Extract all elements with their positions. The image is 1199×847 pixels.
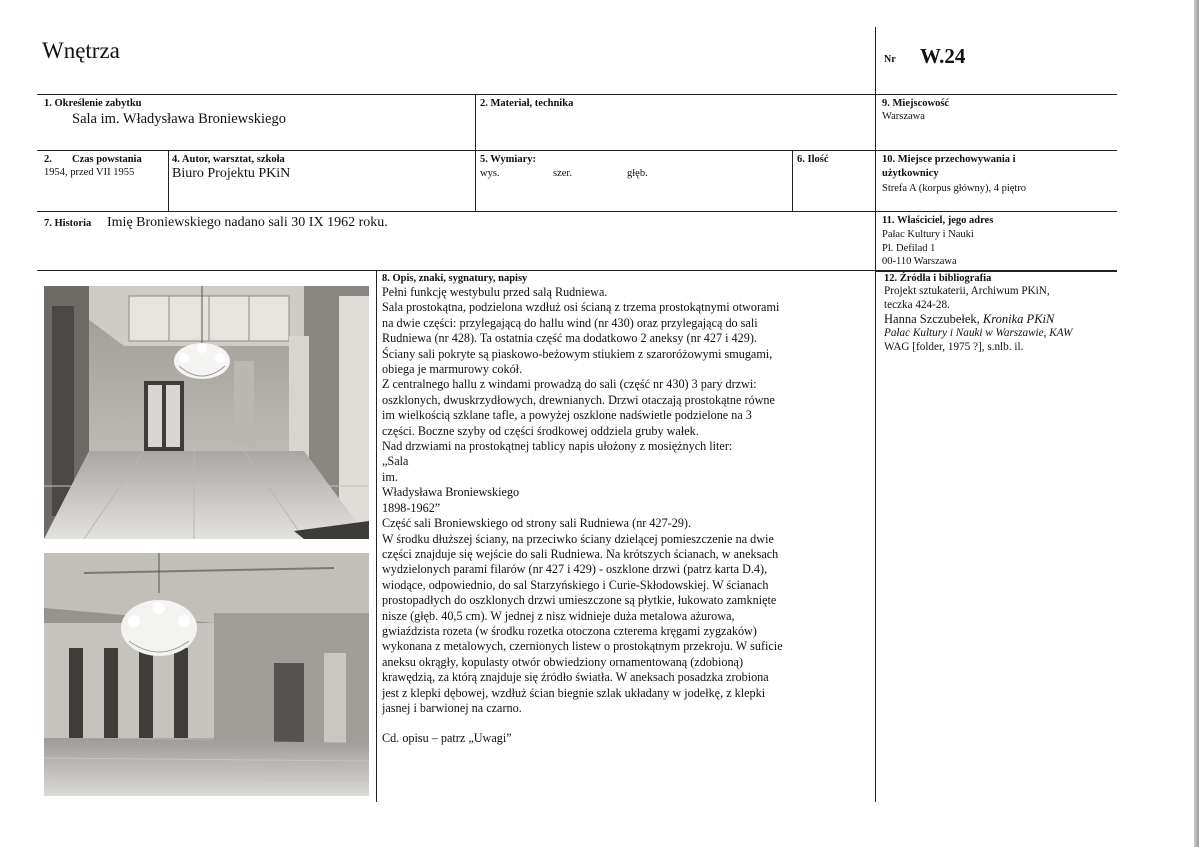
field-7-value: Imię Broniewskiego nadano sali 30 IX 1962 roku. [107, 215, 388, 230]
rule-v-col6 [792, 150, 793, 211]
field-9-label: 9. Miejscowość [882, 98, 950, 109]
hall-photo-top [44, 286, 369, 539]
description-line: Cd. opisu – patrz „Uwagi” [382, 731, 512, 746]
description-line: oszklonych, dwuskrzydłowych, drewnianych. Drzwi otaczają prostokątne równe [382, 392, 775, 407]
rule-v-main [875, 94, 876, 802]
hall-photo-bottom [44, 553, 369, 796]
field-time-value: 1954, przed VII 1955 [44, 167, 135, 178]
rule-right-top [875, 271, 1117, 272]
field-11-line-1: Pałac Kultury i Nauki [882, 229, 974, 240]
rule-top [37, 94, 1117, 95]
field-2-label: 2. Materiał, technika [480, 98, 574, 109]
description-line: nisze (głęb. 40,5 cm). W jednej z nisz widnieje duża metalowa ażurowa, [382, 608, 735, 623]
field-11-line-3: 00-110 Warszawa [882, 256, 957, 267]
field-12-label: 12. Źródła i bibliografia [884, 273, 992, 284]
source-line: WAG [folder, 1975 ?], s.nlb. il. [884, 340, 1024, 353]
source-line: Projekt sztukaterii, Archiwum PKiN, [884, 285, 1050, 297]
page-title: Wnętrza [42, 38, 120, 63]
description-line: części. Boczne szyby od części środkowej oddziela gruby wałek. [382, 423, 699, 438]
description-line: Pełni funkcję westybulu przed salą Rudniewa. [382, 285, 608, 299]
description-line: W środku dłuższej ściany, na przeciwko ściany dzielącej pomieszczenie na dwie [382, 531, 774, 546]
description-line: gwiaździsta rozeta (w środku rozetka otoczona czterema kręgami zygzaków) [382, 623, 757, 638]
field-5-szer: szer. [553, 168, 572, 179]
field-1-value: Sala im. Władysława Broniewskiego [72, 111, 286, 127]
description-line: wydzielonych parami filarów (nr 427 i 429) - oszklone drzwi (patrz karta D.4), [382, 562, 768, 577]
field-6-label: 6. Ilość [797, 154, 829, 165]
field-5-label: 5. Wymiary: [480, 154, 536, 165]
rule-row1 [37, 150, 1117, 151]
description-line: Rudniewa (nr 428). Ta ostatnia część ma dodatkowo 2 aneksy (nr 427 i 429). [382, 331, 757, 346]
field-4-value: Biuro Projektu PKiN [172, 166, 291, 181]
description-line: aneksu okrągły, kopulasty otwór obwiedziony ornamentowaną (zdobioną) [382, 654, 744, 669]
field-8-description [382, 273, 862, 747]
hall-photo-bottom-image [44, 553, 369, 796]
description-line: im. [382, 469, 398, 484]
field-7-label: 7. Historia [44, 218, 92, 229]
source-line: teczka 424-28. [884, 298, 950, 311]
field-1-label: 1. Określenie zabytku [44, 98, 142, 109]
rule-v-nr [875, 27, 876, 94]
description-line: części znajduje się wejście do sali Rudniewa. Na krótszych ścianach, w aneksach [382, 546, 779, 561]
rule-v-desc [376, 270, 377, 802]
description-line: obiega je marmurowy cokół. [382, 362, 523, 377]
description-line [382, 716, 862, 731]
description-line: im wielkością szklane tafle, a powyżej oszklone nadświetle podzielone na 3 [382, 408, 752, 423]
field-12-sources [884, 273, 1124, 354]
field-11-label: 11. Właściciel, jego adres [882, 215, 994, 226]
field-9-value: Warszawa [882, 111, 925, 122]
scan-edge [1194, 0, 1199, 847]
description-line: Sala prostokątna, podzielona wzdłuż osi ścianą z trzema prostokątnymi otworami [382, 300, 780, 315]
nr-label: Nr [884, 54, 896, 65]
description-line: jest z klepki dębowej, wzdłuż ścian biegnie szlak układany w jodełkę, z klepki [382, 685, 766, 700]
description-line: „Sala [382, 454, 409, 469]
field-time-label: Czas powstania [72, 154, 142, 165]
description-line: Z centralnego hallu z windami prowadzą do sali (część nr 430) 3 pary drzwi: [382, 377, 757, 392]
field-11-line-2: Pl. Defilad 1 [882, 243, 936, 254]
field-5-wys: wys. [480, 168, 500, 179]
field-8-label: 8. Opis, znaki, sygnatury, napisy [382, 273, 528, 284]
hall-photo-top-image [44, 286, 369, 539]
description-line: jasnej i barwionej na czarno. [382, 700, 522, 715]
field-10-label-2: użytkownicy [882, 168, 939, 179]
description-line: Nad drzwiami na prostokątnej tablicy napis ułożony z mosiężnych liter: [382, 439, 733, 454]
field-10-value: Strefa A (korpus główny), 4 piętro [882, 183, 1027, 194]
description-line: na dwie części: przylegającą do hallu wind (nr 430) oraz przylegającą do sali [382, 315, 758, 330]
rule-v-col2 [475, 94, 476, 211]
description-line: Władysława Broniewskiego [382, 485, 520, 500]
field-time-label-num: 2. [44, 154, 52, 165]
description-line: wiodące, odpowiednio, do sal Starzyńskiego i Curie-Skłodowskiej. W ścianach [382, 577, 769, 592]
description-line: 1898-1962” [382, 500, 441, 515]
source-line: Hanna Szczubełek, Kronika PKiN [884, 312, 1055, 327]
source-line: Pałac Kultury i Nauki w Warszawie, KAW [884, 327, 1073, 340]
description-line: Część sali Broniewskiego od strony sali Rudniewa (nr 427-29). [382, 516, 692, 531]
record-number: W.24 [920, 44, 966, 68]
description-line: Ściany sali pokryte są piaskowo-beżowym stiukiem z szaroróżowymi smugami, [382, 346, 773, 361]
field-5-glab: głęb. [627, 168, 648, 179]
rule-v-col4 [168, 150, 169, 211]
description-line: prostopadłych do oszklonych drzwi umieszczone są płytkie, łukowato zamknięte [382, 593, 777, 608]
rule-row2 [37, 211, 1117, 212]
description-line: krawędzią, za którą znajduje się źródło światła. W aneksach posadzka zrobiona [382, 670, 769, 685]
field-10-label-1: 10. Miejsce przechowywania i [882, 154, 1016, 165]
field-4-label: 4. Autor, warsztat, szkoła [172, 154, 285, 165]
description-line: wykonana z metalowych, czernionych listew o prostokątnym przekroju. W suficie [382, 639, 783, 654]
